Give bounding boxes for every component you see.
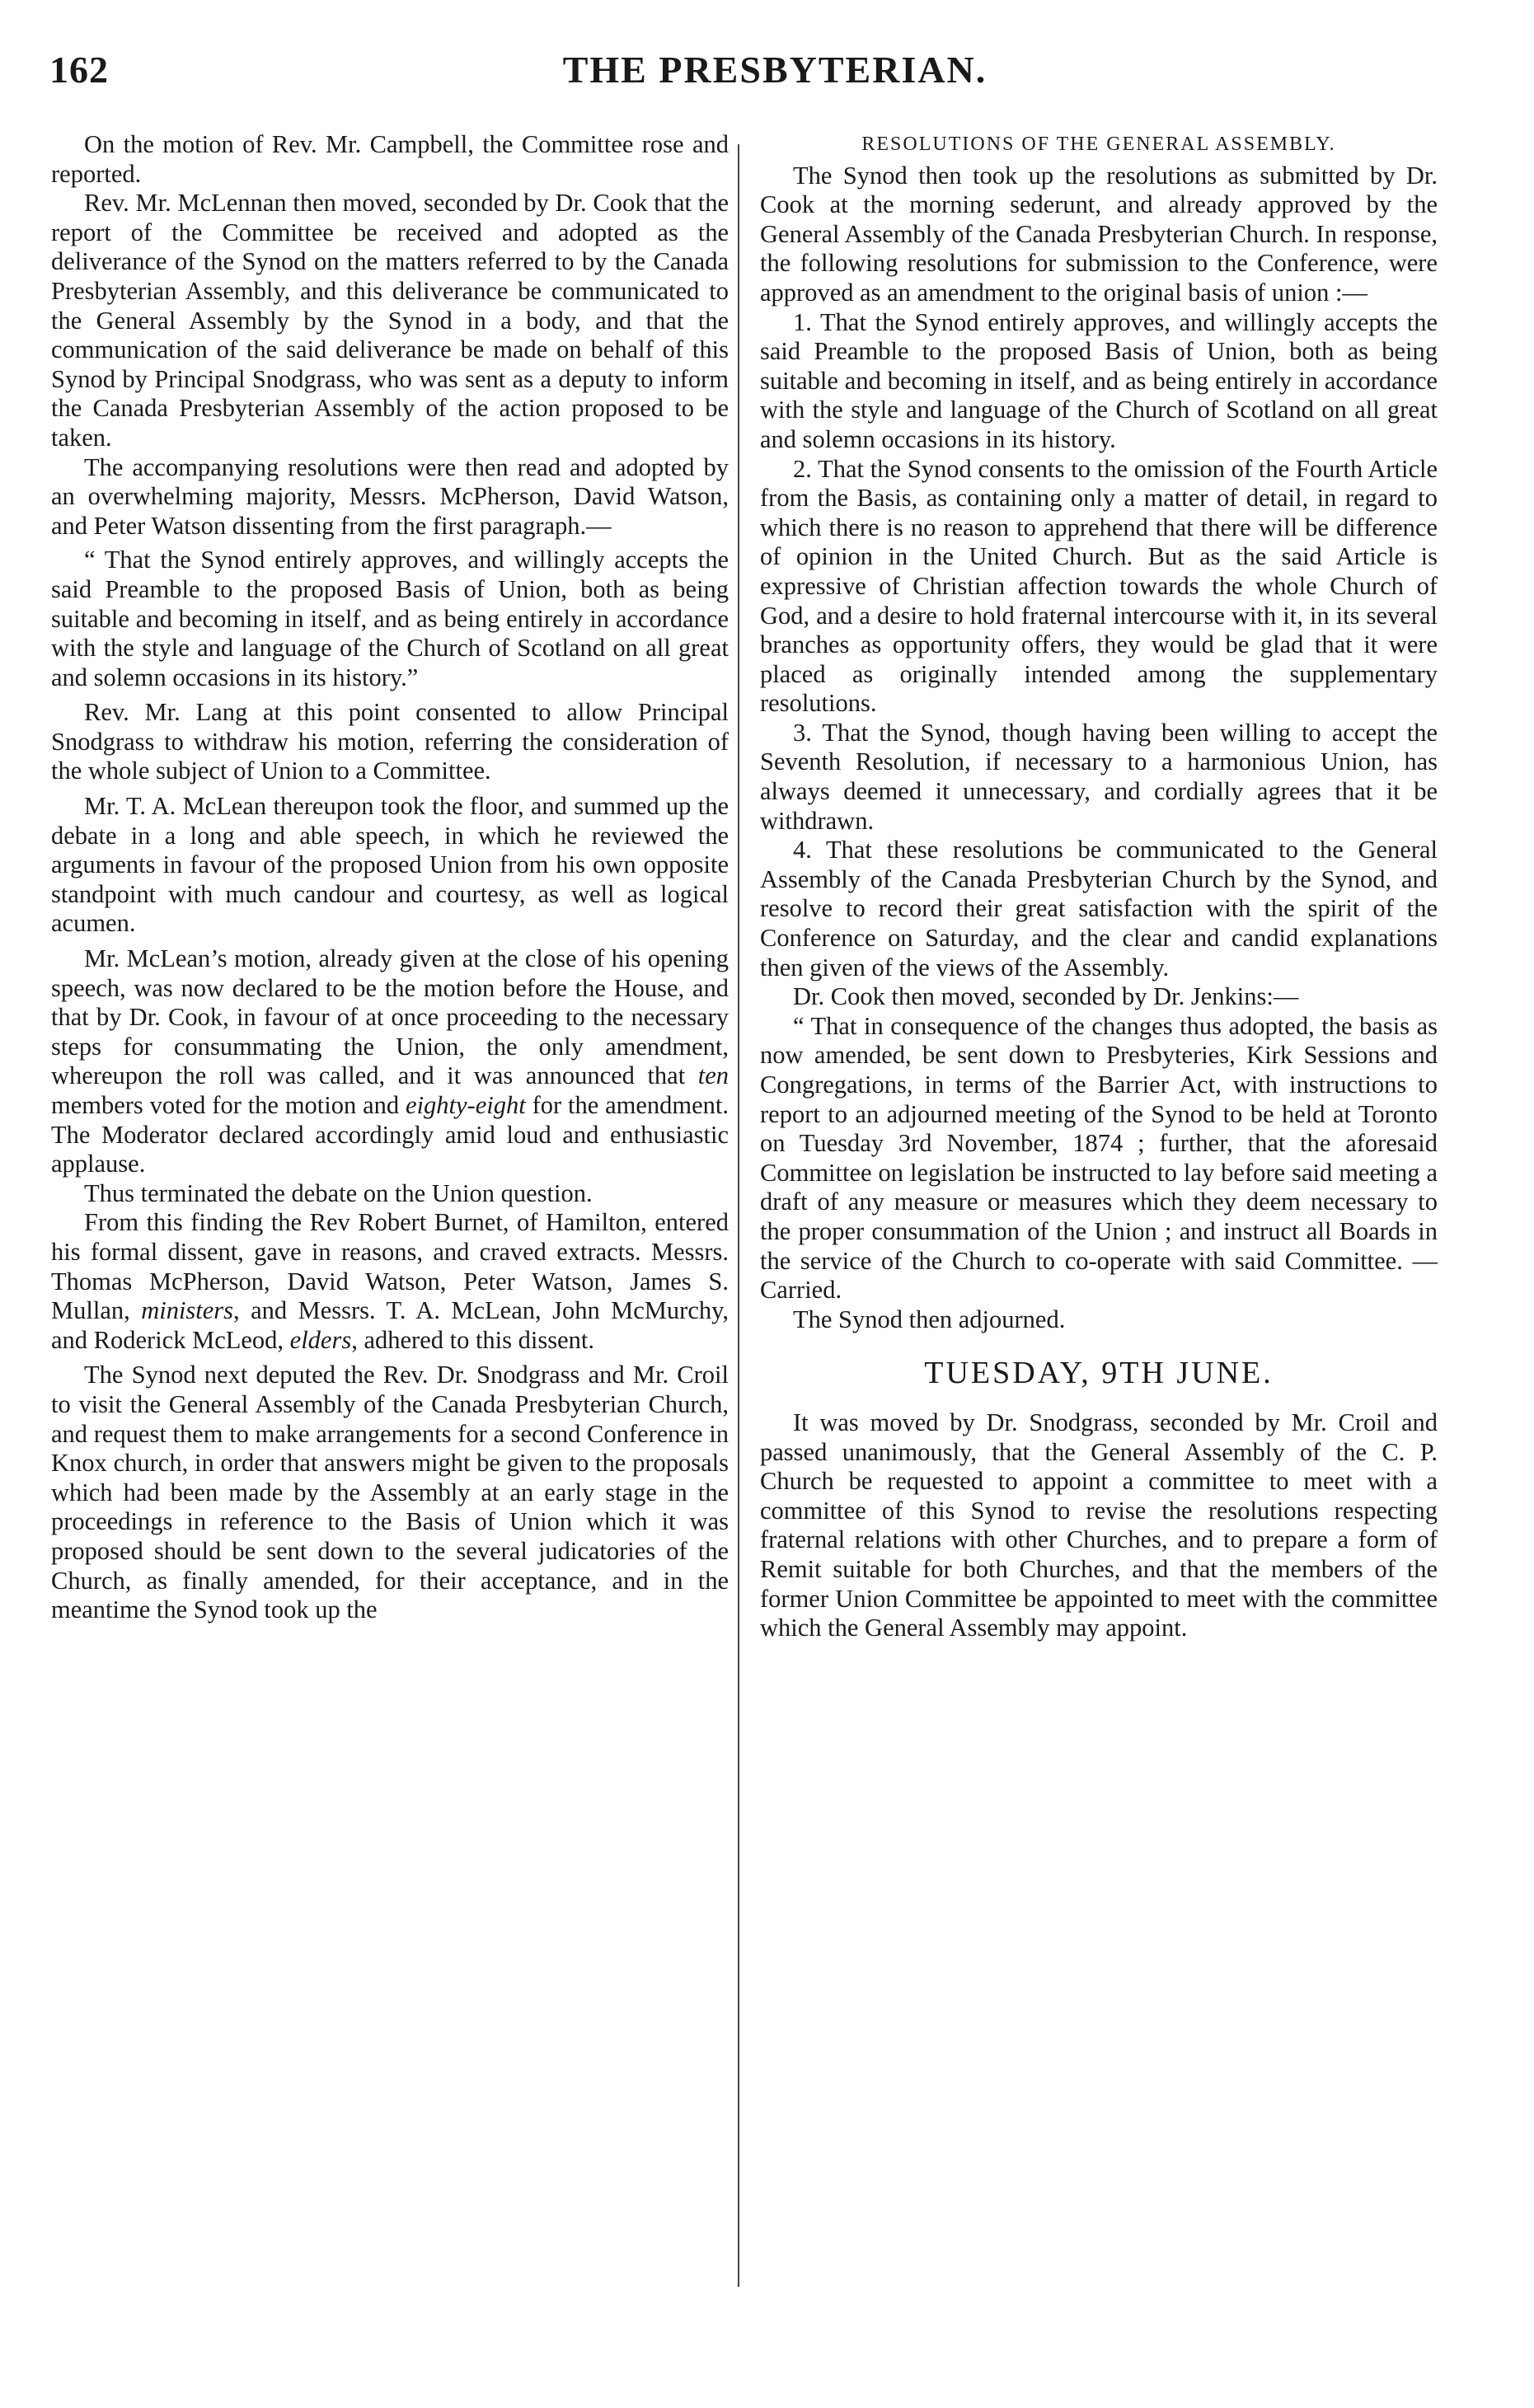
paragraph-resolution-4: 4. That these resolutions be communicated to the General Assembly of the Canada Presbyterian Church by the Synod, and resolve to record their great satisfaction with the spirit of the Conference on Saturday, and the clear and candid explanations then given of the views of the Assembly. bbox=[760, 836, 1438, 981]
day-heading: TUESDAY, 9TH JUNE. bbox=[924, 1356, 1274, 1391]
paragraph-quoted-motion: “ That in consequence of the changes thus adopted, the basis as now amended, be sent down to Presbyteries, Kirk Sessions and Congregations, in terms of the Barrier Act, with instructions to report to an adjourned meeting of the Synod to be held at Toronto on Tuesday 3rd November, 1874 ; further, that the aforesaid Committee on legislation be instructed to lay before said meeting a draft of any measure or measures which they deem necessary to the proper consummation of the Union ; and instruct all Boards in the service of the Church to co-operate with said Committee. — Carried. bbox=[760, 1011, 1438, 1305]
paragraph-dissent bbox=[51, 1208, 729, 1355]
vote-count-ten: ten bbox=[697, 1061, 729, 1090]
paragraph-resolution-2: 2. That the Synod consents to the omission of the Fourth Article from the Basis, as containing only a matter of detail, in regard to which there is no reason to apprehend that there will be difference of opinion in the United Church. But as the said Article is expressive of Christian affection towards the whole Church of God, and a desire to hold fraternal intercourse with it, in its several branches as opportunity offers, they would be glad that it were placed as originally intended among the supplementary resolutions. bbox=[760, 454, 1438, 718]
paragraph-debate-terminated: Thus terminated the debate on the Union question. bbox=[84, 1178, 593, 1207]
paragraph-vote bbox=[51, 944, 729, 1179]
paragraph-mclean-speech: Mr. T. A. McLean thereupon took the floor, and summed up the debate in a long and able speech, in which he reviewed the arguments in favour of the proposed Union from his own opposite standpoint with much candour and courtesy, as well as logical acumen. bbox=[51, 792, 729, 938]
paragraph-resolution-1: 1. That the Synod entirely approves, and willingly accepts the said Preamble to the proposed Basis of Union, both as being suitable and becoming in itself, and as being entirely in accordance with the style and language of the Church of Scotland on all great and solemn occasions in its history. bbox=[760, 307, 1438, 453]
paragraph-lang-consent: Rev. Mr. Lang at this point consented to allow Principal Snodgrass to withdraw his motion, referring the consideration of the whole subject of Union to a Committee. bbox=[51, 698, 729, 785]
page-header bbox=[49, 48, 1500, 105]
dissent-text-c: , adhered to this dissent. bbox=[351, 1325, 595, 1354]
vote-text-b: members voted for the motion and bbox=[51, 1091, 400, 1119]
section-heading-resolutions: RESOLUTIONS OF THE GENERAL ASSEMBLY. bbox=[861, 134, 1336, 155]
vote-count-eighty-eight: eighty-eight bbox=[406, 1091, 526, 1119]
paragraph-committee-rose: On the motion of Rev. Mr. Campbell, the Committee rose and reported. bbox=[51, 130, 729, 188]
dissent-text-b: , and Messrs. T. A. McLean, John McMurchy, and Roderick McLeod, bbox=[51, 1296, 729, 1354]
column-divider bbox=[738, 144, 739, 2287]
paragraph-quoted-resolution: “ That the Synod entirely approves, and willingly accepts the said Preamble to the proposed Basis of Union, both as being suitable and becoming in itself, and as being entirely in accordance with the style and language of the Church of Scotland on all great and solemn occasions in its history.” bbox=[51, 546, 729, 691]
page-number: 162 bbox=[49, 49, 109, 91]
paragraph-adjourned: The Synod then adjourned. bbox=[793, 1305, 1066, 1333]
left-column bbox=[51, 130, 729, 1625]
dissent-ministers: ministers bbox=[141, 1296, 234, 1325]
dissent-elders: elders bbox=[289, 1325, 352, 1354]
running-title: THE PRESBYTERIAN. bbox=[562, 49, 987, 91]
paragraph-resolutions-adopted: The accompanying resolutions were then read and adopted by an overwhelming majority, Messrs. McPherson, David Watson, and Peter Watson dissenting from the first paragraph.— bbox=[51, 452, 729, 540]
paragraph-synod-resolutions: The Synod then took up the resolutions as submitted by Dr. Cook at the morning sederunt, and already approved by the General Assembly of the Canada Presbyterian Church. In response, the following resolutions for submission to the Conference, were approved as an amendment to the original basis of union :— bbox=[760, 161, 1438, 307]
vote-text-c: for the amendment. The Moderator declared accordingly amid loud and enthusiastic applause. bbox=[51, 1091, 729, 1178]
right-column bbox=[760, 130, 1438, 1643]
paragraph-cook-motion: Dr. Cook then moved, seconded by Dr. Jenkins:— bbox=[793, 982, 1299, 1011]
paragraph-snodgrass-motion: It was moved by Dr. Snodgrass, seconded by Mr. Croil and passed unanimously, that the General Assembly of the C. P. Church be requested to appoint a committee to meet with a committee of this Synod to revise the resolutions respecting fraternal relations with other Churches, and to prepare a form of Remit suitable for both Churches, and that the members of the former Union Committee be appointed to meet with the committee which the General Assembly may appoint. bbox=[760, 1408, 1438, 1642]
paragraph-deputation: The Synod next deputed the Rev. Dr. Snodgrass and Mr. Croil to visit the General Assembly of the Canada Presbyterian Church, and request them to make arrangements for a second Conference in Knox church, in order that answers might be given to the proposals which had been made by the Assembly at an early stage in the proceedings in reference to the Basis of Union which it was proposed should be sent down to the several judicatories of the Church, as finally amended, for their acceptance, and in the meantime the Synod took up the bbox=[51, 1361, 729, 1624]
paragraph-mclennan-motion: Rev. Mr. McLennan then moved, seconded by Dr. Cook that the report of the Committee be received and adopted as the deliverance of the Synod on the matters referred to by the Canada Presbyterian Assembly, and this deliverance be communicated to the General Assembly by the Synod in a body, and that the communication of the said deliverance be made on behalf of this Synod by Principal Snodgrass, who was sent as a deputy to inform the Canada Presbyterian Assembly of the action proposed to be taken. bbox=[51, 189, 729, 452]
dissent-text-a: From this finding the Rev Robert Burnet, of Hamilton, entered his formal dissent, gave in reasons, and craved extracts. Messrs. Thomas McPherson, David Watson, Peter Watson, James S. Mullan, bbox=[51, 1208, 729, 1325]
paragraph-resolution-3: 3. That the Synod, though having been willing to accept the Seventh Resolution, if necessary to a harmonious Union, has always deemed it unnecessary, and cordially agrees that it be withdrawn. bbox=[760, 718, 1438, 835]
vote-text-a: Mr. McLean’s motion, already given at the close of his opening speech, was now declared to be the motion before the House, and that by Dr. Cook, in favour of at once proceeding to the necessary steps for consummating the Union, the only amendment, whereupon the roll was called, and it was announced that bbox=[51, 944, 729, 1090]
